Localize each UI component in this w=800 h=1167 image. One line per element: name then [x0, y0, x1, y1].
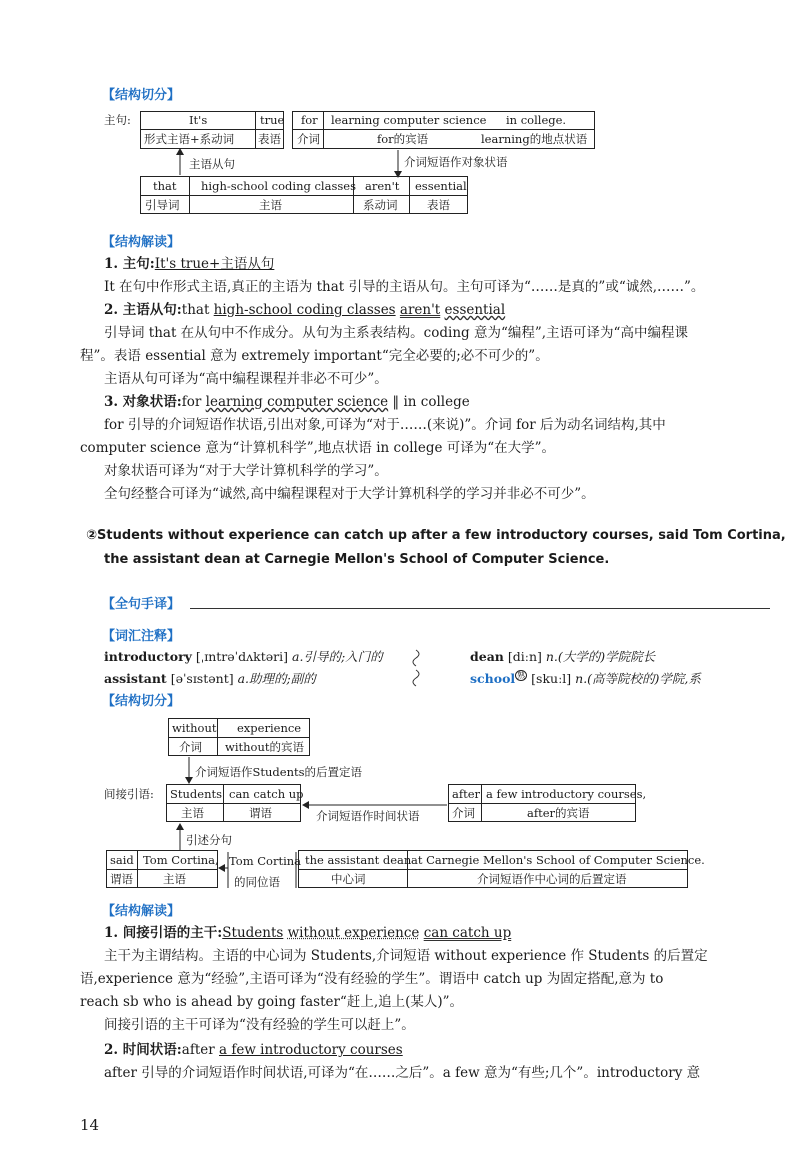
point-number: 2. 时间状语: [104, 1042, 182, 1058]
point-1-heading [104, 252, 274, 272]
arrowB-label: 介词短语作时间状语 [316, 809, 420, 823]
paragraph: for 引导的介词短语作状语,引出对象,可译为“对于……(来说)”。介词 for 后为动名词结构,其中 [104, 417, 666, 433]
word: learning computer science [331, 113, 487, 127]
role-label: 主语 [163, 872, 186, 886]
underlined-verb: can catch up [423, 925, 512, 941]
structure-analysis-tag: 【结构解读】 [102, 904, 181, 919]
arrowA-label: 介词短语作Students的后置定语 [195, 765, 363, 779]
word: in college. [506, 113, 567, 127]
paragraph: 全句经整合可译为“诚然,高中编程课程对于大学计算机科学的学习并非必不可少”。 [104, 486, 595, 502]
vocab-def: a.助理的;副的 [237, 671, 316, 686]
role-label: 中心词 [331, 872, 366, 886]
paragraph: It 在句中作形式主语,真正的主语为 that 引导的主语从句。主句可译为“……是真的”或“诚然,……”。 [104, 279, 705, 295]
subject-clause-box [140, 176, 468, 214]
arrowD-label: 引述分句 [186, 833, 232, 847]
point-text: It's true+主语从句 [154, 256, 275, 272]
vocab-def: n.(大学的)学院院长 [545, 649, 656, 664]
word: essential [415, 179, 467, 193]
point-1-heading [104, 921, 511, 941]
role-label: 介词短语作中心词的后置定语 [477, 872, 627, 886]
underlined-verb: aren't [399, 302, 441, 318]
point-3-heading [104, 390, 470, 410]
page-number: 14 [80, 1116, 100, 1134]
word: aren't [365, 179, 400, 193]
translation-blank-line[interactable] [190, 608, 770, 609]
subject-clause-arrow-label: 主语从句 [189, 157, 235, 171]
structure-split-tag: 【结构切分】 [102, 694, 181, 709]
word: after [452, 787, 481, 801]
paragraph: 程”。表语 essential 意为 extremely important“完全必要的;必不可少的”。 [80, 348, 549, 364]
role-label: 形式主语+系动词 [144, 132, 235, 146]
paragraph: reach sb who is ahead by going faster“赶上,追上(某人)”。 [80, 994, 464, 1010]
squiggle-divider-icon [410, 648, 430, 688]
vocab-pron: [ˌɪntrəˈdʌktəri] [195, 649, 289, 664]
paragraph: 语,experience 意为“经验”,主语可译为“没有经验的学生”。谓语中 catch up 为固定搭配,意为 to [80, 971, 664, 987]
word: said [110, 853, 134, 867]
word: Students [170, 787, 223, 801]
word: for [301, 113, 318, 127]
paragraph: 间接引语的主干可译为“没有经验的学生可以赶上”。 [104, 1017, 415, 1033]
text: that [181, 302, 214, 318]
paragraph: 对象状语可译为“对于大学计算机科学的学习”。 [104, 463, 388, 479]
arrowD-head [176, 823, 184, 830]
role-label: 表语 [427, 198, 450, 212]
word: It's [189, 113, 208, 127]
point-number: 1. 主句: [104, 256, 155, 272]
role-label: 谓语 [110, 872, 133, 886]
word: Tom Cortina, [143, 853, 219, 867]
word: experience [237, 721, 302, 735]
paragraph: after 引导的介词短语作时间状语,可译为“在……之后”。a few 意为“有些;几个”。introductory 意 [104, 1065, 701, 1081]
vocab-word: assistant [104, 671, 167, 686]
point-2-heading [104, 298, 505, 318]
vocab-pron: [əˈsɪstənt] [170, 671, 234, 686]
role-label: 表语 [258, 132, 281, 146]
role-label: 主语 [181, 806, 204, 820]
vocab-def: n.(高等院校的)学院,系 [575, 671, 701, 686]
point-2-heading [104, 1038, 403, 1058]
subject-clause-arrow-head [176, 148, 184, 155]
text: ‖ in college [388, 394, 470, 410]
role-label: 介词 [179, 740, 202, 754]
underlined-subject: Students [222, 925, 284, 941]
main-clause-label: 主句: [104, 113, 131, 127]
vocab-entry [104, 669, 316, 687]
arrowA-head [185, 777, 193, 784]
vocab-pron: [diːn] [507, 649, 542, 664]
point-number: 1. 间接引语的主干: [104, 925, 223, 941]
appositive-head: Tom Cortina [229, 854, 302, 868]
sentence-line: Students without experience can catch up after a few introductory courses, said Tom Cortina, [97, 528, 786, 543]
arrowB-head [302, 801, 309, 809]
underlined-predicative: essential [444, 302, 506, 318]
word: can catch up [229, 787, 304, 801]
structure-arrows-2 [0, 700, 800, 900]
word: true [260, 113, 285, 127]
paragraph: 引导词 that 在从句中不作成分。从句为主系表结构。coding 意为“编程”,主语可译为“高中编程课 [104, 325, 688, 341]
word: that [153, 179, 177, 193]
sentence-number: ② [86, 528, 98, 543]
word: the assistant dean [305, 853, 412, 867]
indirect-speech-label: 间接引语: [104, 787, 154, 801]
translate-tag: 【全句手译】 [102, 597, 181, 612]
role-label: 主语 [259, 198, 282, 212]
word: a few introductory courses, [486, 787, 647, 801]
sentence-2 [86, 528, 786, 543]
word: without [172, 721, 217, 735]
role-label: 介词 [297, 132, 320, 146]
underlined-object: learning computer science [205, 394, 389, 410]
vocab-entry [104, 647, 383, 665]
role-label: 引导词 [145, 198, 180, 212]
role-label: without的宾语 [225, 740, 305, 754]
paragraph: computer science 意为“计算机科学”,地点状语 in college 可译为“在大学”。 [80, 440, 556, 456]
role-label: learning的地点状语 [481, 132, 588, 146]
word: high-school coding classes [201, 179, 356, 193]
text: after [181, 1042, 219, 1058]
role-label: after的宾语 [527, 806, 590, 820]
role-label: 介词 [452, 806, 475, 820]
role-label: 谓语 [249, 806, 272, 820]
vocab-def: a.引导的;入门的 [292, 649, 383, 664]
role-label: 系动词 [363, 198, 398, 212]
vocab-word: school [470, 671, 516, 686]
sentence-line: the assistant dean at Carnegie Mellon's School of Computer Science. [104, 552, 610, 567]
vocab-entry [470, 669, 701, 687]
vocab-pron: [skuːl] [531, 671, 572, 686]
paragraph: 主干为主谓结构。主语的中心词为 Students,介词短语 without experience 作 Students 的后置定 [104, 948, 708, 964]
underlined-attribute: without experience [287, 925, 420, 941]
prep-arrow-label: 介词短语作对象状语 [404, 155, 508, 169]
underlined-subject: high-school coding classes [213, 302, 396, 318]
point-number: 2. 主语从句: [104, 302, 182, 318]
vocab-word: introductory [104, 649, 192, 664]
vocab-tag: 【词汇注释】 [102, 629, 181, 644]
familiar-mark-icon: 熟 [517, 670, 526, 680]
point-number: 3. 对象状语: [104, 394, 182, 410]
text: for [181, 394, 206, 410]
arrowE-head [218, 864, 225, 872]
structure-split-tag: 【结构切分】 [102, 88, 181, 103]
paragraph: 主语从句可译为“高中编程课程并非必不可少”。 [104, 371, 388, 387]
underlined-object: a few introductory courses [219, 1042, 403, 1058]
vocab-entry [470, 647, 655, 665]
role-label: for的宾语 [377, 132, 429, 146]
word: at Carnegie Mellon's School of Computer Science. [411, 853, 705, 867]
structure-analysis-tag: 【结构解读】 [102, 235, 181, 250]
vocab-word: dean [470, 649, 504, 664]
appositive-label: 的同位语 [234, 875, 280, 889]
